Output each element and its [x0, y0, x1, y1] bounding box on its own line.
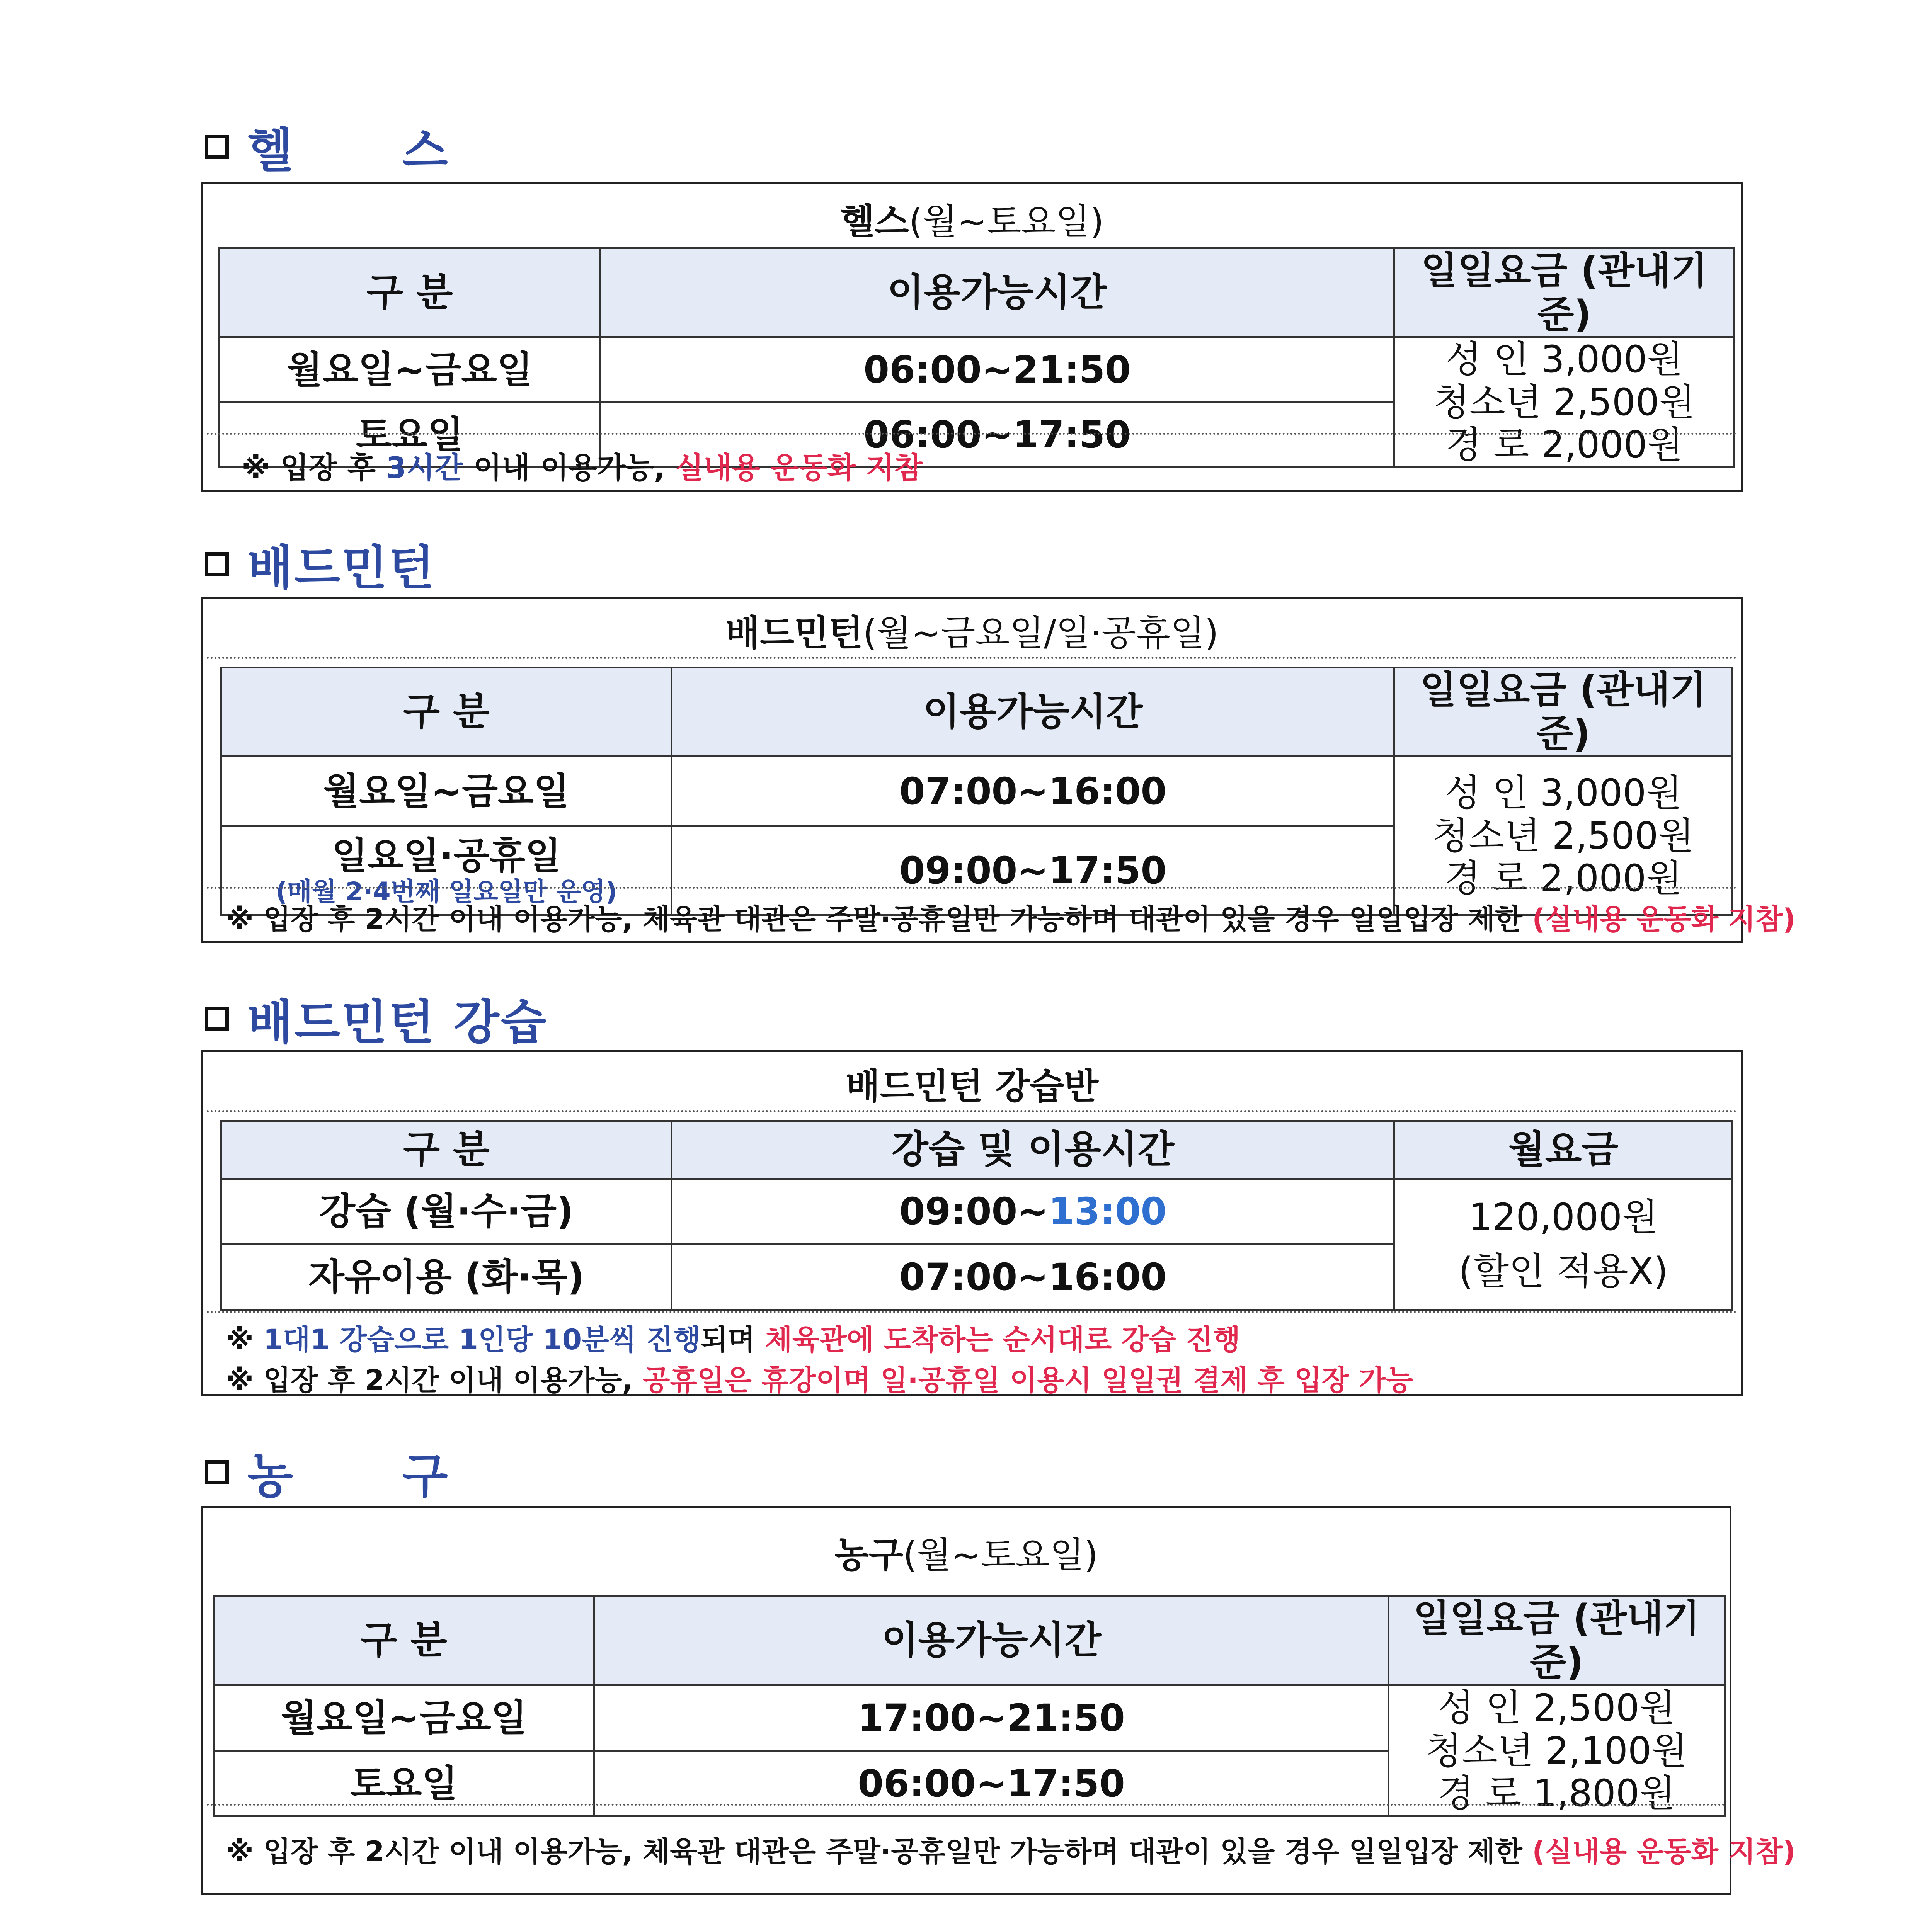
row-label: 월요일~금요일 — [221, 757, 672, 826]
checkbox-square-icon — [205, 135, 229, 159]
table-row — [214, 1685, 1725, 1751]
fee-cell — [1389, 1685, 1725, 1816]
fee-monthly: 120,000원 — [1469, 1196, 1658, 1239]
row-time: 09:00~13:00 — [672, 1179, 1394, 1245]
dotted-divider — [207, 1311, 1737, 1313]
health-table — [218, 247, 1735, 468]
section-title-text: 농 구 — [247, 1449, 449, 1503]
header-category: 구 분 — [220, 248, 600, 337]
row-time: 06:00~21:50 — [600, 337, 1394, 402]
dotted-divider — [207, 1110, 1737, 1112]
badminton-box — [201, 597, 1796, 943]
fee-adult: 성 인 3,000원 — [1445, 338, 1683, 381]
row-label: 일요일·공휴일 (매월 2·4번째 일요일만 운영) — [221, 826, 672, 915]
fee-youth: 청소년 2,100원 — [1426, 1729, 1687, 1772]
basketball-box — [201, 1506, 1796, 1895]
fee-cell — [1394, 1179, 1733, 1310]
lesson-box — [201, 1050, 1743, 1396]
row-label: 월요일~금요일 — [220, 337, 600, 402]
checkbox-square-icon — [205, 1007, 229, 1031]
header-fee: 월요금 — [1394, 1121, 1733, 1179]
header-category: 구 분 — [221, 1121, 672, 1179]
header-fee: 일일요금 (관내기준) — [1394, 248, 1735, 337]
fee-senior: 경 로 2,000원 — [1444, 857, 1682, 900]
header-time: 이용가능시간 — [600, 248, 1394, 337]
table-caption: 농구(월~토요일) — [834, 1534, 1098, 1576]
note-text: ※ 입장 후 2시간 이내 이용가능, 공휴일은 휴강이며 일·공휴일 이용시 일일권 결제 후 입장 가능 — [226, 1364, 1413, 1397]
note-text: ※ 입장 후 2시간 이내 이용가능, 체육관 대관은 주말·공휴일만 가능하며 대관이 있을 경우 일일입장 제한 (실내용 운동화 지참) — [226, 1835, 1796, 1868]
table-row — [221, 757, 1733, 826]
fee-discount-note: (할인 적용X) — [1458, 1249, 1668, 1293]
row-label: 월요일~금요일 — [214, 1685, 594, 1751]
row-label: 자유이용 (화·목) — [221, 1245, 672, 1310]
checkbox-square-icon — [205, 552, 229, 576]
header-fee: 일일요금 (관내기준) — [1394, 668, 1733, 757]
fee-adult: 성 인 3,000원 — [1444, 771, 1682, 815]
section-title-health — [205, 113, 449, 180]
fee-senior: 경 로 2,000원 — [1445, 423, 1683, 467]
header-time: 이용가능시간 — [672, 668, 1394, 757]
table-header-row — [221, 1121, 1733, 1179]
section-title-text: 배드민턴 — [247, 541, 436, 595]
badminton-table — [220, 667, 1733, 916]
fee-adult: 성 인 2,500원 — [1438, 1686, 1675, 1730]
section-title-basketball — [205, 1438, 449, 1506]
table-row — [221, 1179, 1733, 1245]
row-time: 09:00~17:50 — [672, 826, 1394, 915]
checkbox-square-icon — [205, 1460, 229, 1484]
table-caption: 헬스(월~토요일) — [840, 201, 1104, 242]
fee-youth: 청소년 2,500원 — [1432, 814, 1694, 857]
header-category: 구 분 — [221, 668, 672, 757]
table-caption: 배드민턴 강습반 — [845, 1066, 1099, 1107]
header-fee: 일일요금 (관내기준) — [1389, 1596, 1725, 1685]
row-time: 07:00~16:00 — [672, 757, 1394, 826]
section-title-lesson — [205, 985, 548, 1052]
table-row — [220, 337, 1735, 402]
table-caption: 배드민턴(월~금요일/일·공휴일) — [725, 612, 1219, 654]
note-text: ※ 입장 후 2시간 이내 이용가능, 체육관 대관은 주말·공휴일만 가능하며 대관이 있을 경우 일일입장 제한 (실내용 운동화 지참) — [226, 903, 1796, 936]
note-text: ※ 1대1 강습으로 1인당 10분씩 진행되며 체육관에 도착하는 순서대로 강습 진행 — [226, 1323, 1241, 1356]
lesson-table — [220, 1120, 1733, 1311]
dotted-divider — [207, 1804, 1726, 1806]
dotted-divider — [207, 433, 1737, 435]
row-time: 17:00~21:50 — [594, 1685, 1389, 1751]
section-title-text: 헬 스 — [247, 123, 449, 178]
basketball-table — [213, 1595, 1726, 1817]
section-title-text: 배드민턴 강습 — [247, 995, 548, 1050]
health-box — [201, 182, 1743, 492]
fee-cell — [1394, 757, 1733, 915]
dotted-divider — [207, 657, 1737, 659]
dotted-divider — [207, 887, 1737, 889]
row-time: 06:00~17:50 — [600, 402, 1394, 467]
header-time: 이용가능시간 — [594, 1596, 1389, 1685]
row-label-sub: (매월 2·4번째 일요일만 운영) — [276, 877, 617, 907]
row-label: 강습 (월·수·금) — [221, 1179, 672, 1245]
fee-cell — [1394, 337, 1735, 467]
table-header-row — [220, 248, 1735, 337]
fee-youth: 청소년 2,500원 — [1433, 380, 1695, 424]
row-time: 06:00~17:50 — [594, 1751, 1389, 1816]
section-title-badminton — [205, 530, 436, 598]
table-header-row — [214, 1596, 1725, 1685]
row-label: 토요일 — [220, 402, 600, 467]
note-text: ※ 입장 후 3시간 이내 이용가능, 실내용 운동화 지참 — [242, 451, 923, 485]
table-header-row — [221, 668, 1733, 757]
header-category: 구 분 — [214, 1596, 594, 1685]
fee-senior: 경 로 1,800원 — [1438, 1772, 1675, 1815]
row-label: 토요일 — [214, 1751, 594, 1816]
row-time: 07:00~16:00 — [672, 1245, 1394, 1310]
header-time: 강습 및 이용시간 — [672, 1121, 1394, 1179]
